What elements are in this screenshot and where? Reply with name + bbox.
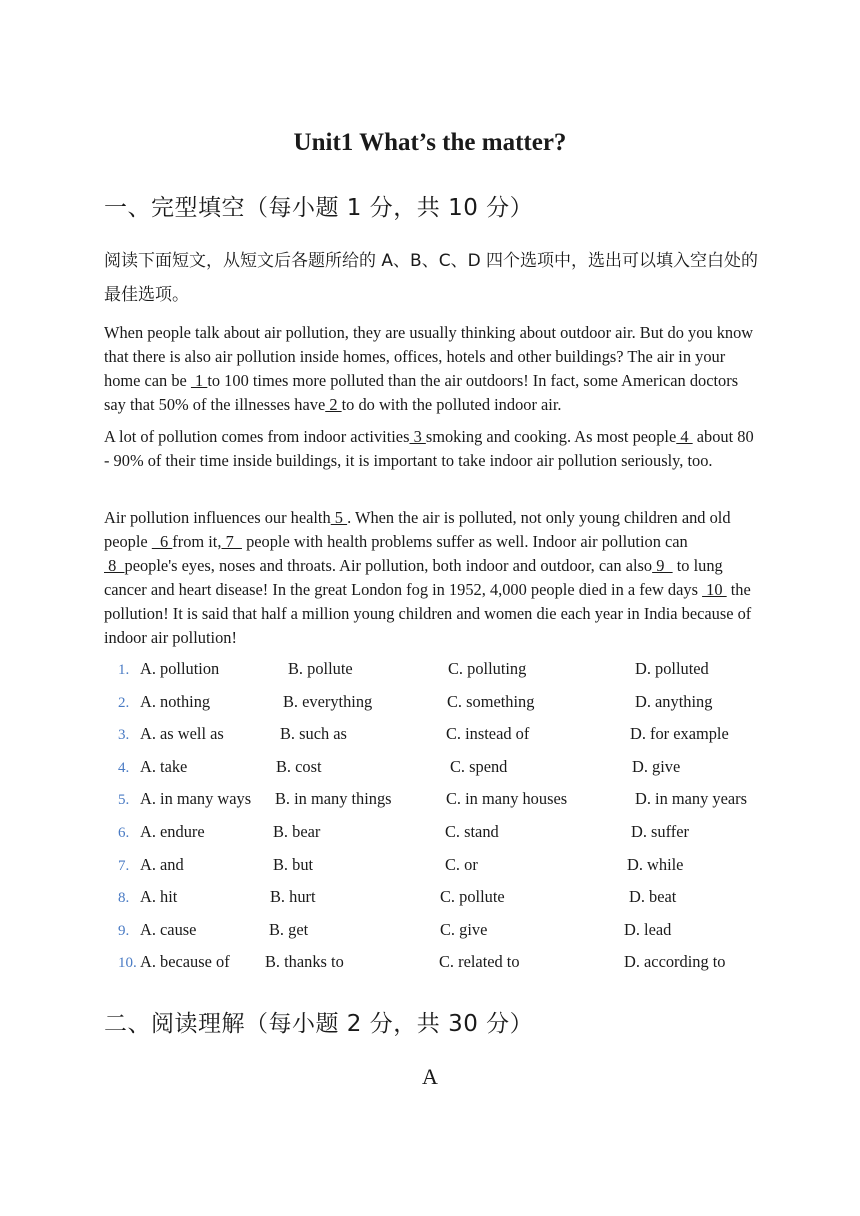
option-c: C. stand	[445, 821, 499, 841]
question-number: 8.	[118, 890, 130, 907]
option-a: A. and	[140, 854, 184, 874]
option-d: D. anything	[635, 691, 713, 711]
blank-5: 5	[330, 508, 348, 527]
question-number: 7.	[118, 857, 130, 874]
option-b: B. such as	[280, 724, 347, 744]
passage-text: smoking and cooking. As most people	[425, 427, 677, 446]
option-d: D. lead	[624, 919, 672, 939]
passage-paragraph-3	[104, 506, 756, 650]
question-number: 6.	[118, 824, 130, 841]
option-d: D. according to	[624, 952, 726, 972]
question-number: 2.	[118, 694, 130, 711]
blank-8: 8	[104, 556, 125, 575]
option-d: D. suffer	[631, 821, 689, 841]
cloze-instructions: 阅读下面短文，从短文后各题所给的 A、B、C、D 四个选项中，选出可以填入空白处的最佳选项。	[104, 251, 759, 305]
option-d: D. beat	[629, 887, 677, 907]
option-a: A. endure	[140, 821, 205, 841]
question-number: 3.	[118, 727, 130, 744]
option-a: A. take	[140, 756, 188, 776]
option-c: C. give	[440, 919, 488, 939]
blank-2: 2	[325, 395, 342, 414]
passage-text: to 100 times more polluted than the air outdoors! In fact, some American doctors say that 50% of the illnesses have	[104, 371, 739, 414]
option-b: B. bear	[273, 821, 321, 841]
option-c: C. polluting	[448, 659, 527, 678]
question-number: 1.	[118, 662, 130, 678]
passage-text: the pollution! It is said that half a million young children and women die each year in India because of indoor air pollution!	[104, 580, 752, 647]
question-row	[104, 949, 804, 982]
passage-text: people's eyes, noses and throats. Air pollution, both indoor and outdoor, can also	[124, 556, 653, 575]
blank-3: 3	[409, 427, 426, 446]
question-number: 9.	[118, 922, 130, 939]
option-b: B. thanks to	[265, 952, 344, 972]
option-b: B. hurt	[270, 887, 316, 907]
option-a: A. hit	[140, 887, 178, 907]
question-row	[104, 819, 804, 852]
option-d: D. while	[627, 854, 684, 874]
passage-paragraph-2	[104, 425, 756, 473]
passage-paragraph-1	[104, 321, 756, 417]
option-c: C. related to	[439, 952, 520, 972]
question-row	[104, 786, 804, 819]
option-b: B. in many things	[275, 789, 392, 809]
option-a: A. in many ways	[140, 789, 252, 809]
option-c: C. spend	[450, 756, 508, 776]
option-d: D. polluted	[635, 659, 709, 678]
question-row	[104, 656, 804, 689]
blank-10: 10	[702, 580, 727, 599]
option-a: A. as well as	[140, 724, 224, 744]
passage-text: from it,	[172, 532, 222, 551]
passage-text: about 80 - 90% of their time inside buildings, it is important to take indoor air pollution seriously, too.	[104, 427, 754, 470]
option-b: B. but	[273, 854, 314, 874]
passage-text: A lot of pollution comes from indoor activities	[104, 427, 410, 446]
passage-text: When people talk about air pollution, they are usually thinking about outdoor air. But do you know that there is also air pollution inside homes, offices, hotels and other buildings? The air in your home can be	[104, 323, 754, 390]
question-options-list	[104, 656, 804, 982]
option-d: D. give	[632, 756, 681, 776]
passage-text: . When the air is polluted, not only young children and old people	[104, 508, 731, 551]
option-d: D. for example	[630, 724, 729, 744]
blank-4: 4	[676, 427, 693, 446]
blank-9: 9	[652, 556, 673, 575]
question-number: 4.	[118, 759, 130, 776]
option-b: B. pollute	[288, 659, 353, 678]
question-row	[104, 917, 804, 950]
question-row	[104, 754, 804, 787]
blank-6: 6	[151, 532, 173, 551]
option-a: A. pollution	[140, 659, 220, 678]
passage-text: people with health problems suffer as well. Indoor air pollution can	[241, 532, 688, 551]
option-a: A. nothing	[140, 691, 211, 711]
section-heading-reading: 二、阅读理解（每小题 2 分，共 30 分）	[104, 1011, 534, 1037]
section-heading-cloze: 一、完型填空（每小题 1 分，共 10 分）	[104, 195, 534, 221]
page-title: Unit1 What’s the matter?	[293, 129, 567, 156]
passage-text: to lung cancer and heart disease! In the great London fog in 1952, 4,000 people died in a few days	[104, 556, 723, 599]
reading-passage-label: A	[422, 1064, 438, 1089]
question-row	[104, 689, 804, 722]
option-d: D. in many years	[635, 789, 747, 809]
question-number: 5.	[118, 792, 130, 809]
option-c: C. pollute	[440, 887, 505, 907]
option-c: C. in many houses	[446, 789, 568, 809]
option-b: B. everything	[283, 691, 373, 711]
blank-7: 7	[221, 532, 242, 551]
blank-1: 1	[190, 371, 208, 390]
question-row	[104, 852, 804, 885]
option-b: B. get	[269, 919, 309, 939]
option-c: C. or	[445, 854, 478, 874]
option-b: B. cost	[276, 756, 322, 776]
question-number: 10.	[118, 955, 137, 972]
option-c: C. something	[447, 691, 535, 711]
option-a: A. because of	[140, 952, 230, 972]
question-row	[104, 884, 804, 917]
option-c: C. instead of	[446, 724, 530, 744]
passage-text: to do with the polluted indoor air.	[341, 395, 562, 414]
option-a: A. cause	[140, 919, 197, 939]
question-row	[104, 721, 804, 754]
passage-text: Air pollution influences our health	[104, 508, 331, 527]
